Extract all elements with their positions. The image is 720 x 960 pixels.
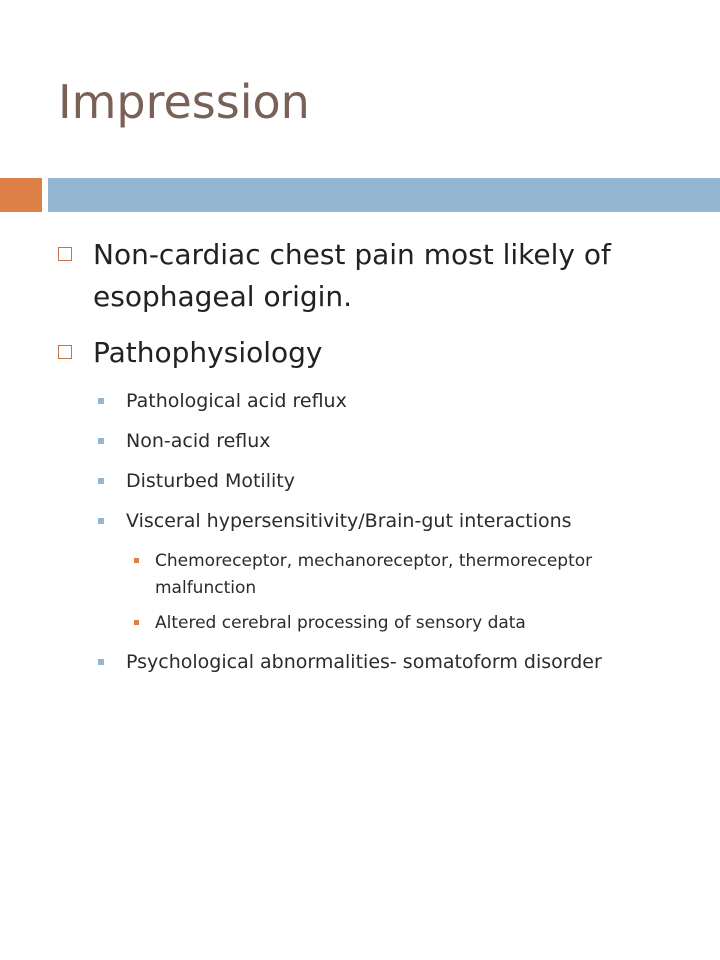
slide-title: Impression [58,75,310,129]
sub-bullet-item [58,428,698,454]
accent-bar [0,178,720,212]
sub-sub-bullet-text: Chemoreceptor, mechanoreceptor, thermoreceptor malfunction [155,551,593,598]
sub-bullet-item [58,388,698,414]
slide-content [58,234,698,689]
square-bullet-icon [98,518,104,524]
sub-bullet-text: Visceral hypersensitivity/Brain-gut interactions [126,510,572,532]
sub-sub-bullet-item [58,610,698,637]
bullet-text: Pathophysiology [93,336,323,369]
bullet-item [58,332,698,374]
sub-bullet-text: Pathological acid reflux [126,390,347,412]
sub-bullet-item [58,508,698,534]
accent-bar-orange-block [0,178,42,212]
bullet-item [58,234,698,318]
square-bullet-icon [98,438,104,444]
sub-bullet-item [58,468,698,494]
square-bullet-icon [98,398,104,404]
square-bullet-icon [134,620,139,625]
sub-bullet-text: Psychological abnormalities- somatoform disorder [126,651,602,673]
sub-sub-bullet-item [58,548,698,602]
sub-sub-bullet-text: Altered cerebral processing of sensory data [155,613,526,633]
bullet-text: Non-cardiac chest pain most likely of esophageal origin. [93,238,611,313]
sub-bullet-text: Non-acid reflux [126,430,271,452]
square-outline-bullet-icon [58,247,72,261]
sub-bullet-text: Disturbed Motility [126,470,295,492]
square-bullet-icon [134,558,139,563]
square-outline-bullet-icon [58,345,72,359]
square-bullet-icon [98,659,104,665]
sub-bullet-item [58,649,698,675]
accent-bar-blue-block [48,178,720,212]
square-bullet-icon [98,478,104,484]
